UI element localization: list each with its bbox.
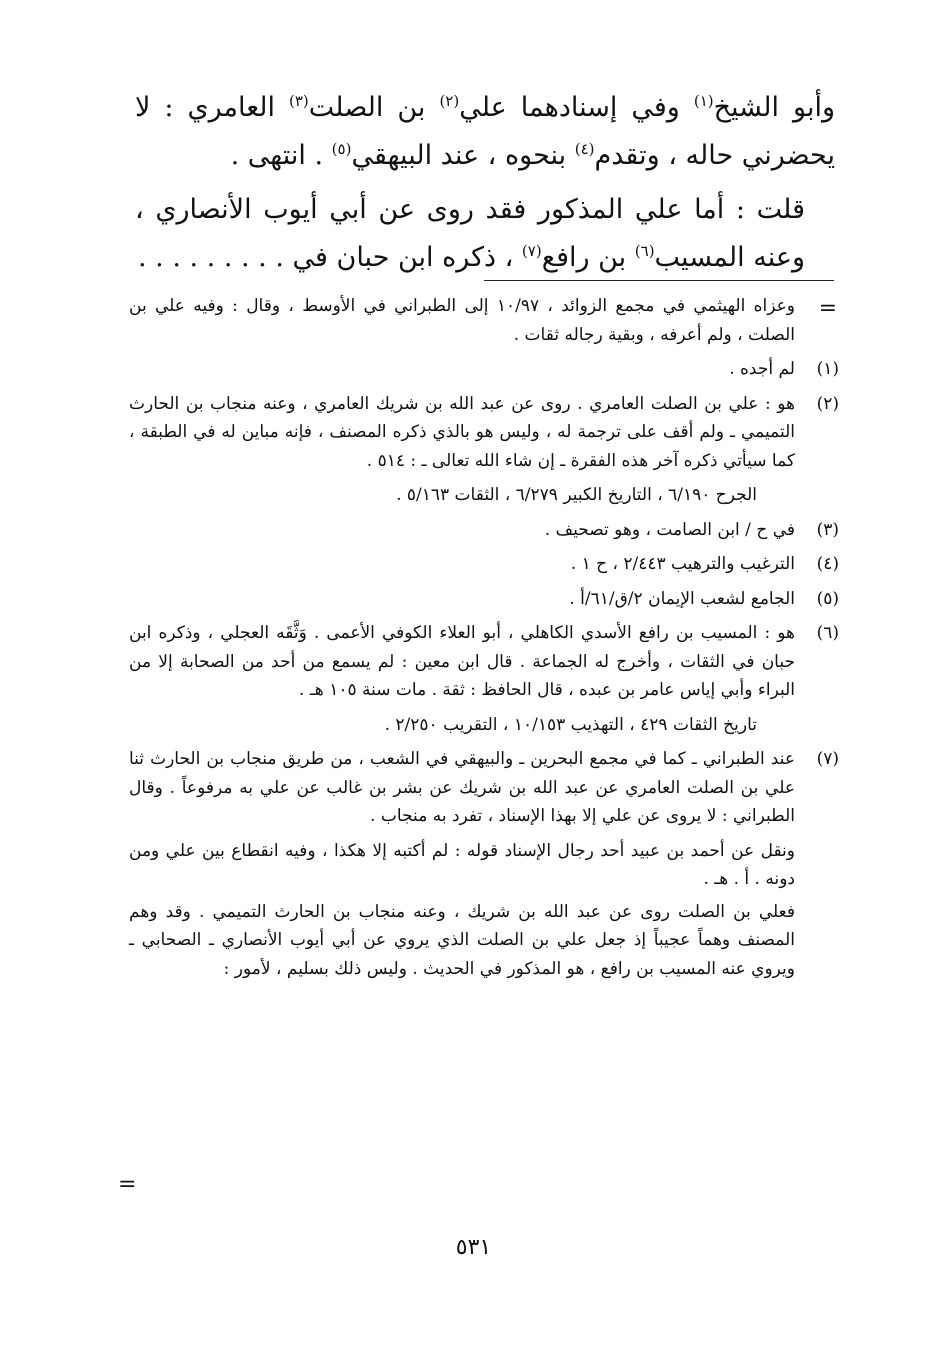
footnote-3 xyxy=(129,516,839,545)
footnote-6 xyxy=(129,619,839,705)
footnote-text: لم أجده . xyxy=(729,359,795,379)
footnote-6-sources: تاريخ الثقات ٤٢٩ ، التهذيب ١٠/١٥٣ ، التقريب ٢/٢٥٠ . xyxy=(384,714,757,735)
footnote-number: (١) xyxy=(816,359,839,379)
note-reference-marker: (٧) xyxy=(521,242,542,260)
main-text-segment: بنحوه ، عند البيهقي xyxy=(351,140,575,171)
footnote-number: (٦) xyxy=(816,623,839,643)
footnote-text: هو : علي بن الصلت العامري . روى عن عبد الله بن شريك العامري ، وعنه منجاب بن الحارث التميمي ـ ولم أقف على ترجمة له ، وليس هو بالذي ذكره المصنف ، فإنه مباين له في الطبقة ، كما سيأتي ذكره آخر هذه الفقرة ـ إن شاء الله تعالى ـ : ٥١٤ . xyxy=(129,393,795,471)
footnote-text: في ح / ابن الصامت ، وهو تصحيف . xyxy=(544,519,795,540)
page-number: ٥٣١ xyxy=(455,1235,492,1260)
note-reference-marker: (٤) xyxy=(574,140,595,158)
main-text-segment: بن الصلت xyxy=(308,92,440,123)
note-reference-marker: (٦) xyxy=(634,242,655,260)
main-paragraph-1 xyxy=(135,84,835,180)
footnote-text: الترغيب والترهيب ٢/٤٤٣ ، ح ١ . xyxy=(570,554,795,574)
note-reference-marker: (٢) xyxy=(439,92,460,110)
footnote-number: (٤) xyxy=(816,554,839,574)
main-text-segment: ، ذكره ابن حبان في . . . . . . . . . xyxy=(138,242,522,273)
footnote-7 xyxy=(129,745,839,831)
main-text-segment: بن رافع xyxy=(541,242,635,273)
main-text-segment: وأبو الشيخ xyxy=(713,92,836,123)
footnote-5 xyxy=(129,585,839,614)
footnote-number: (٣) xyxy=(816,519,839,540)
footnote-number: (٥) xyxy=(816,588,839,609)
footnotes xyxy=(129,292,839,987)
footnote-number: (٢) xyxy=(816,393,839,414)
footnote-text: عند الطبراني ـ كما في مجمع البحرين ـ والبيهقي في الشعب ، من طريق منجاب بن الحارث ثنا علي بن الصلت العامري عن عبد الله بن شريك عن بشر بن غالب عن علي به مرفوعاً . وقال الطبراني : لا يروى عن علي إلا بهذا الإسناد ، تفرد به منجاب . xyxy=(129,749,795,826)
continuation-mark-bottom: = xyxy=(118,1172,137,1197)
note-reference-marker: (٥) xyxy=(331,140,352,158)
note-reference-marker: (١) xyxy=(693,92,714,110)
footnote-separator xyxy=(484,280,834,281)
footnote-2-sources: الجرح ٦/١٩٠ ، التاريخ الكبير ٦/٢٧٩ ، الثقات ٥/١٦٣ . xyxy=(396,485,757,505)
main-text-segment: قلت : أما علي المذكور فقد روى عن أبي أيوب الأنصاري ، وعنه المسيب xyxy=(135,194,805,273)
footnote-2 xyxy=(129,390,839,476)
main-text-segment: وفي إسنادهما علي xyxy=(459,92,694,123)
footnote-4 xyxy=(129,550,839,579)
footnote-continuation-text: وعزاه الهيثمي في مجمع الزوائد ، ١٠/٩٧ إلى الطبراني في الأوسط ، وقال : وفيه علي بن الصلت ، ولم أعرفه ، وبقية رجاله ثقات . xyxy=(129,296,796,345)
footnote-7-paragraph-3: فعلي بن الصلت روى عن عبد الله بن شريك ، وعنه منجاب بن الحارث التميمي . وقد وهم المصنف وهماً عجيباً إذ جعل علي بن الصلت الذي يروي عن أبي أيوب الأنصاري ـ الصحابي ـ ويروي عنه المسيب بن رافع ، هو المذكور في الحديث . وليس ذلك بسليم ، لأمور : xyxy=(129,901,795,979)
footnote-continuation xyxy=(129,292,835,349)
footnote-7-paragraph-2: ونقل عن أحمد بن عبيد أحد رجال الإسناد قوله : لم أكتبه إلا هكذا ، وفيه انقطاع بين علي ومن دونه . أ . هـ . xyxy=(129,840,795,889)
footnote-text: الجامع لشعب الإيمان ٢/ق/٦١/أ . xyxy=(569,588,795,609)
main-text xyxy=(135,84,835,282)
footnote-1 xyxy=(129,355,839,384)
main-text-segment: العامري : لا يحضرني حاله ، وتقدم xyxy=(135,92,835,171)
note-reference-marker: (٣) xyxy=(288,92,309,110)
main-text-segment: . انتهى . xyxy=(230,140,332,171)
footnote-text: هو : المسيب بن رافع الأسدي الكاهلي ، أبو العلاء الكوفي الأعمى . وَثَّقَه العجلي ، وذكره ابن حبان في الثقات ، وأخرج له الجماعة . قال ابن معين : لم يسمع من أحد من الصحابة إلا من البراء وأبي إياس عامر بن عبده ، قال الحافظ : ثقة . مات سنة ١٠٥ هـ . xyxy=(129,623,795,700)
footnote-number: (٧) xyxy=(816,749,839,769)
continuation-mark-top: = xyxy=(818,296,837,321)
main-paragraph-2 xyxy=(135,186,835,282)
